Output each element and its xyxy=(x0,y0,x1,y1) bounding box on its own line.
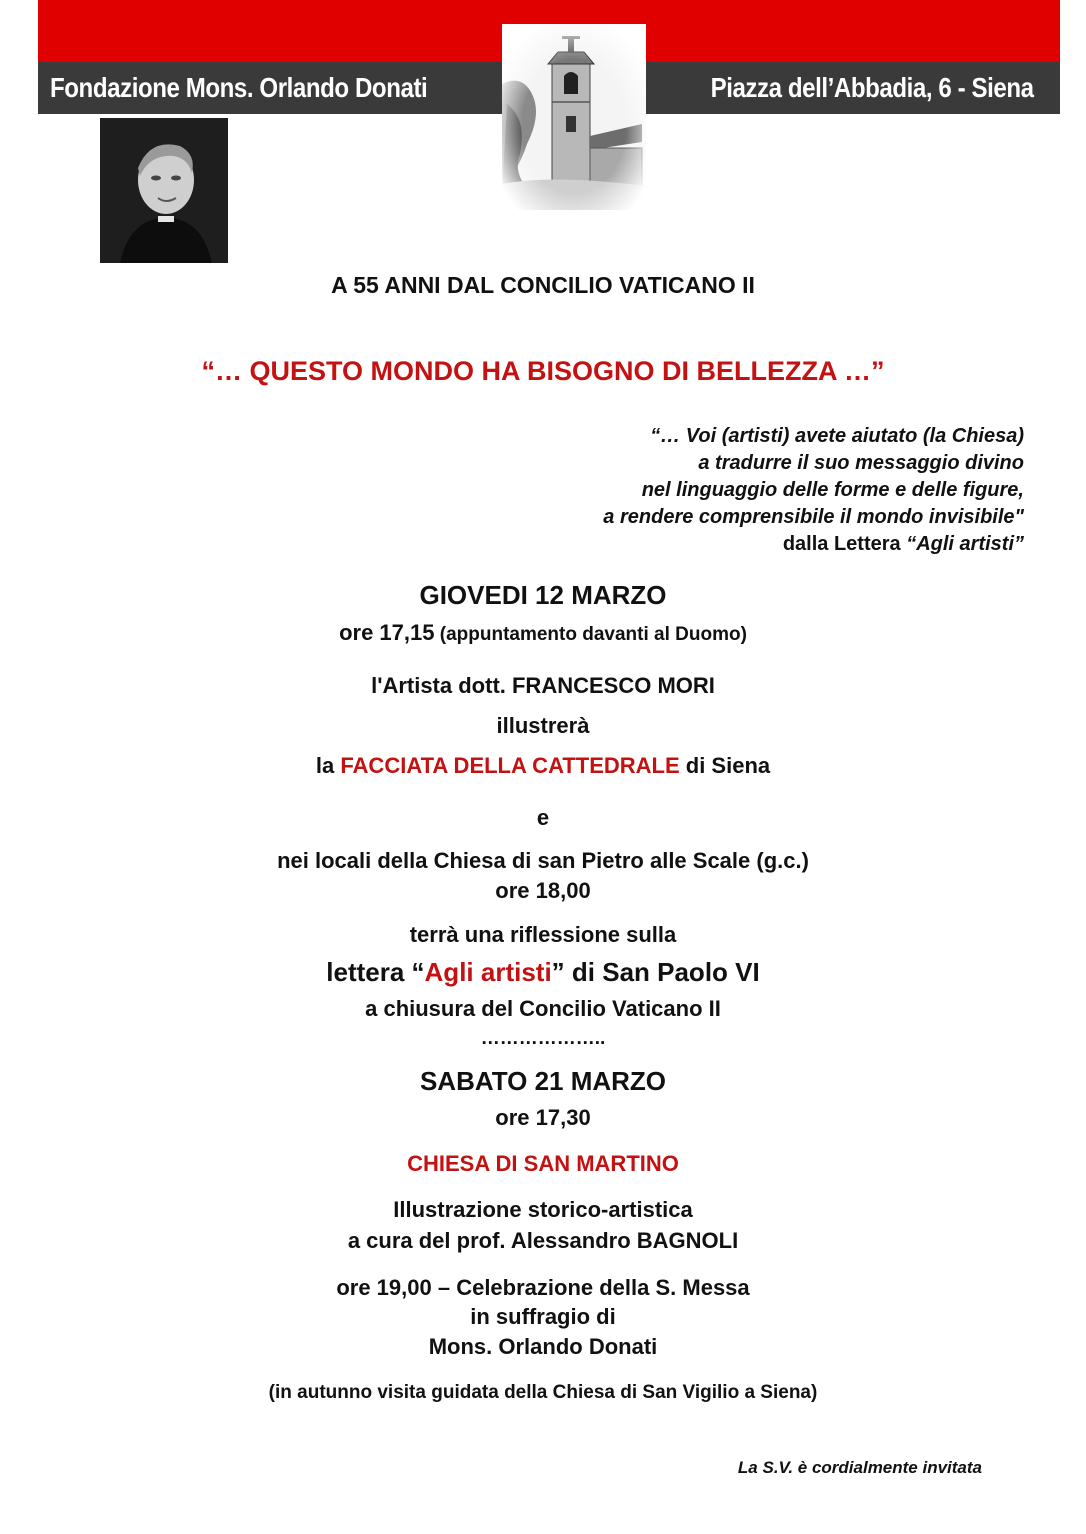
event2-mass1: ore 19,00 – Celebrazione della S. Messa xyxy=(336,1275,750,1300)
quote-line: nel linguaggio delle forme e delle figure, xyxy=(641,479,1024,501)
event1-time2: ore 18,00 xyxy=(495,878,591,903)
quote-line: a rendere comprensibile il mondo invisibile" xyxy=(603,506,1024,528)
event1-speaker: l'Artista dott. FRANCESCO MORI xyxy=(371,673,715,698)
event2-mass2: in suffragio di xyxy=(470,1304,616,1329)
main-title: “… QUESTO MONDO HA BISOGNO DI BELLEZZA …” xyxy=(201,356,885,386)
event2-place: CHIESA DI SAN MARTINO xyxy=(407,1151,679,1176)
event2-note: (in autunno visita guidata della Chiesa di San Vigilio a Siena) xyxy=(268,1382,818,1403)
event1-place: nei locali della Chiesa di san Pietro alle Scale (g.c.) xyxy=(277,848,809,873)
event2-desc2: a cura del prof. Alessandro BAGNOLI xyxy=(347,1228,739,1253)
event1-letter: lettera “Agli artisti” di San Paolo VI xyxy=(326,957,760,987)
event1-time: ore 17,15 (appuntamento davanti al Duomo) xyxy=(339,620,747,645)
bell-tower-photo xyxy=(502,24,646,210)
event1-reflection: terrà una riflessione sulla xyxy=(409,922,677,947)
event2-desc1: Illustrazione storico-artistica xyxy=(393,1197,693,1222)
event1-verb: illustrerà xyxy=(496,713,590,738)
event2-time: ore 17,30 xyxy=(495,1105,591,1130)
subtitle: A 55 ANNI DAL CONCILIO VATICANO II xyxy=(331,272,755,298)
event2-date: SABATO 21 MARZO xyxy=(419,1066,667,1096)
separator: ……………….. xyxy=(480,1028,606,1049)
quote-line: “… Voi (artisti) avete aiutato (la Chiesa) xyxy=(650,425,1024,447)
event1-conj: e xyxy=(536,805,550,830)
portrait-photo xyxy=(100,118,228,263)
event1-subject: la FACCIATA DELLA CATTEDRALE di Siena xyxy=(315,753,771,778)
invitation-note: La S.V. è cordialmente invitata xyxy=(737,1458,982,1477)
foundation-address: Piazza dell’Abbadia, 6 - Siena xyxy=(711,72,1034,103)
event1-closing: a chiusura del Concilio Vaticano II xyxy=(365,996,721,1021)
quote-block xyxy=(603,423,1024,558)
foundation-name: Fondazione Mons. Orlando Donati xyxy=(50,72,428,103)
quote-line: a tradurre il suo messaggio divino xyxy=(698,452,1024,474)
event2-mass3: Mons. Orlando Donati xyxy=(428,1334,658,1359)
quote-source: dalla Lettera “Agli artisti” xyxy=(782,533,1024,555)
event1-date: GIOVEDI 12 MARZO xyxy=(419,580,667,610)
